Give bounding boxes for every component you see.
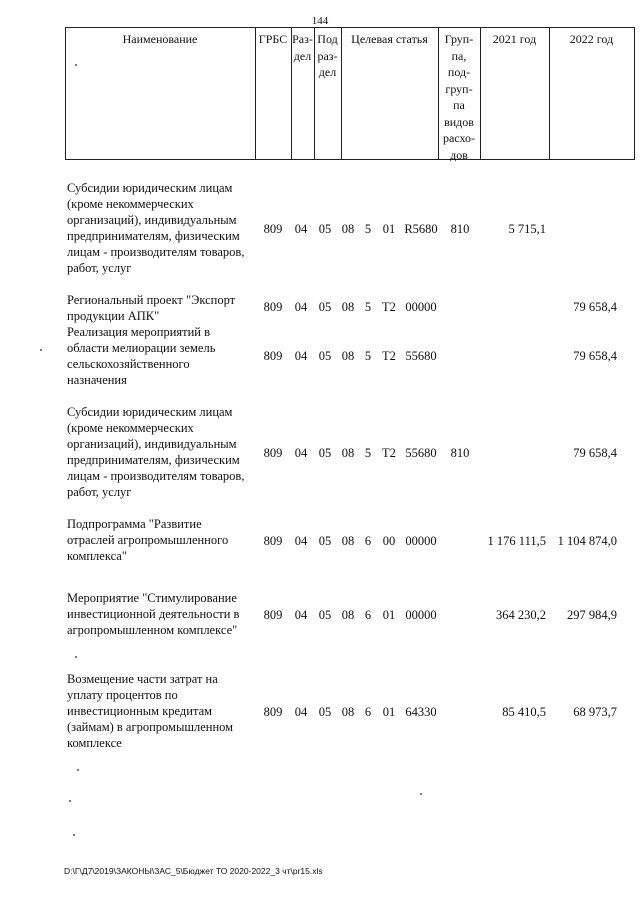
row-codes	[0, 348, 640, 364]
podrazdel-code: 05	[318, 705, 332, 719]
target-event-code: 01	[382, 222, 396, 236]
target-program-code: 08	[341, 534, 355, 548]
amount-2021: 5 715,1	[508, 222, 546, 236]
row-name-line: Мероприятие "Стимулирование	[67, 591, 237, 605]
target-subprogram-code: 6	[364, 705, 372, 719]
scan-speck	[73, 834, 75, 836]
target-event-code: T2	[382, 446, 396, 460]
target-subprogram-code: 5	[364, 300, 372, 314]
podrazdel-code: 05	[318, 349, 332, 363]
row-name-line: инвестиционной деятельности в	[67, 607, 240, 621]
row-codes	[0, 445, 640, 461]
row-name-line: назначения	[67, 373, 127, 387]
header-group-line: па,	[451, 48, 467, 63]
target-program-code: 08	[341, 608, 355, 622]
header-name: Наименование	[122, 32, 198, 46]
grbs-code: 809	[263, 222, 283, 236]
expense-group-code: 810	[450, 222, 470, 236]
header-podrazdel-line: Под	[317, 32, 338, 46]
target-program-code: 08	[341, 446, 355, 460]
amount-2021: 85 410,5	[502, 705, 546, 719]
row-codes	[0, 607, 640, 623]
podrazdel-code: 05	[318, 300, 332, 314]
amount-2021: 1 176 111,5	[487, 534, 546, 548]
target-direction-code: 64330	[405, 705, 437, 719]
row-name-line: Подпрограмма "Развитие	[67, 517, 202, 531]
razdel-code: 04	[294, 705, 308, 719]
row-name-line: лицам - производителям товаров,	[67, 469, 245, 483]
grbs-code: 809	[263, 446, 283, 460]
row-codes	[0, 299, 640, 315]
razdel-code: 04	[294, 534, 308, 548]
target-subprogram-code: 6	[364, 534, 372, 548]
header-group-line: расхо-	[442, 131, 476, 145]
header-grbs: ГРБС	[258, 32, 288, 46]
scan-speck	[420, 793, 422, 795]
podrazdel-code: 05	[318, 222, 332, 236]
row-name-line: организаций), индивидуальным	[67, 437, 237, 451]
target-subprogram-code: 5	[364, 446, 372, 460]
header-podrazdel-line: раз-	[317, 48, 338, 63]
row-name-line: уплату процентов по	[67, 688, 178, 702]
amount-2022: 79 658,4	[573, 349, 617, 363]
target-direction-code: 55680	[405, 349, 437, 363]
header-razdel	[291, 31, 314, 64]
header-group-line: дов	[450, 147, 468, 162]
header-razdel-line: дел	[293, 48, 312, 63]
amount-2022: 79 658,4	[573, 446, 617, 460]
row-name-line: Возмещение части затрат на	[67, 672, 218, 686]
row-codes	[0, 221, 640, 237]
razdel-code: 04	[294, 300, 308, 314]
header-expense-group	[438, 31, 480, 163]
row-name-line: предпринимателям, физическим	[67, 229, 240, 243]
row-name-line: организаций), индивидуальным	[67, 213, 237, 227]
header-podrazdel-line: дел	[318, 65, 337, 79]
scan-speck	[75, 656, 77, 658]
target-program-code: 08	[341, 300, 355, 314]
row-name-line: агропромышленном комплексе"	[67, 623, 238, 637]
scan-speck	[69, 800, 71, 802]
podrazdel-code: 05	[318, 608, 332, 622]
header-group-line: под-	[447, 65, 471, 79]
header-razdel-line: Раз-	[292, 32, 313, 46]
target-direction-code: 55680	[405, 446, 437, 460]
grbs-code: 809	[263, 608, 283, 622]
scan-speck	[40, 349, 42, 351]
row-name-line: Региональный проект "Экспорт	[67, 293, 236, 307]
header-group-line: па	[453, 98, 465, 112]
row-name-line: Субсидии юридическим лицам	[67, 181, 233, 195]
amount-2022: 1 104 874,0	[557, 534, 617, 548]
target-event-code: T2	[382, 349, 396, 363]
target-direction-code: 00000	[405, 300, 437, 314]
header-target-article: Целевая статья	[351, 32, 428, 46]
header-divider	[634, 27, 635, 160]
header-podrazdel	[314, 31, 341, 81]
razdel-code: 04	[294, 222, 308, 236]
amount-2021: 364 230,2	[496, 608, 546, 622]
target-program-code: 08	[341, 349, 355, 363]
row-name-line: (займам) в агропромышленном	[67, 720, 234, 734]
grbs-code: 809	[263, 349, 283, 363]
row-name-line: комплексе	[67, 736, 122, 750]
target-event-code: 01	[382, 608, 396, 622]
expense-group-code: 810	[450, 446, 470, 460]
target-direction-code: 00000	[405, 534, 437, 548]
target-event-code: 00	[382, 534, 396, 548]
file-path-footer: D:\Г\Д7\2019\ЗАКОНЫ\ЗАС_5\Бюджет ТО 2020-2022_3 чт\pr15.xls	[64, 866, 323, 876]
row-name-line: Субсидии юридическим лицам	[67, 405, 233, 419]
scan-speck	[77, 769, 79, 771]
header-year-2022: 2022 год	[569, 32, 614, 46]
header-year-2021: 2021 год	[492, 32, 537, 46]
row-name-line: (кроме некоммерческих	[67, 197, 194, 211]
row-codes	[0, 533, 640, 549]
target-direction-code: 00000	[405, 608, 437, 622]
row-name-line: инвестиционным кредитам	[67, 704, 213, 718]
amount-2022: 79 658,4	[573, 300, 617, 314]
target-direction-code: R5680	[404, 222, 438, 236]
target-program-code: 08	[341, 222, 355, 236]
razdel-code: 04	[294, 608, 308, 622]
row-name-line: продукции АПК"	[67, 309, 160, 323]
target-program-code: 08	[341, 705, 355, 719]
row-name-line: Реализация мероприятий в	[67, 325, 211, 339]
row-name-line: предпринимателям, физическим	[67, 453, 240, 467]
table-header	[65, 27, 635, 160]
target-event-code: 01	[382, 705, 396, 719]
header-group-line: груп-	[445, 81, 473, 96]
row-name-line: отраслей агропромышленного	[67, 533, 229, 547]
target-subprogram-code: 5	[364, 349, 372, 363]
row-name-line: работ, услуг	[67, 485, 132, 499]
scan-speck	[75, 64, 77, 66]
row-name-line: лицам - производителям товаров,	[67, 245, 245, 259]
grbs-code: 809	[263, 300, 283, 314]
razdel-code: 04	[294, 349, 308, 363]
razdel-code: 04	[294, 446, 308, 460]
amount-2022: 297 984,9	[567, 608, 617, 622]
target-subprogram-code: 6	[364, 608, 372, 622]
row-codes	[0, 704, 640, 720]
header-group-line: Груп-	[444, 32, 474, 46]
podrazdel-code: 05	[318, 534, 332, 548]
row-name-line: области мелиорации земель	[67, 341, 216, 355]
grbs-code: 809	[263, 534, 283, 548]
page-number: 144	[311, 15, 329, 27]
amount-2022: 68 973,7	[573, 705, 617, 719]
grbs-code: 809	[263, 705, 283, 719]
row-name-line: сельскохозяйственного	[67, 357, 190, 371]
header-group-line: видов	[444, 114, 474, 129]
row-name-line: работ, услуг	[67, 261, 132, 275]
target-event-code: T2	[382, 300, 396, 314]
target-subprogram-code: 5	[364, 222, 372, 236]
row-name-line: (кроме некоммерческих	[67, 421, 194, 435]
row-name-line: комплекса"	[67, 549, 127, 563]
podrazdel-code: 05	[318, 446, 332, 460]
